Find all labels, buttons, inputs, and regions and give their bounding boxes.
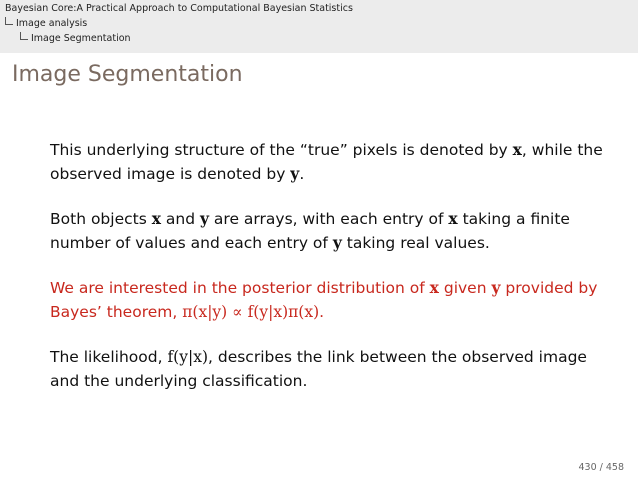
subsection-text: Image Segmentation xyxy=(31,33,131,44)
breadcrumb-subsection[interactable] xyxy=(20,32,131,45)
paragraph-posterior xyxy=(50,276,610,324)
text-fragment: provided by Bayes’ theorem, xyxy=(50,279,598,321)
math-x: x xyxy=(448,209,458,228)
math-x: x xyxy=(151,209,161,228)
text-fragment: . xyxy=(299,165,305,183)
paragraph-structure xyxy=(50,138,610,186)
paragraph-likelihood xyxy=(50,345,610,393)
likelihood-formula: f(y|x) xyxy=(167,348,208,366)
math-x: x xyxy=(512,140,522,159)
bayes-formula: π(x|y) ∝ f(y|x)π(x) xyxy=(182,303,320,321)
math-y: y xyxy=(491,278,501,297)
text-fragment: We are interested in the posterior distribution of xyxy=(50,279,430,297)
text-fragment: and xyxy=(160,210,200,228)
math-x: x xyxy=(429,278,439,297)
slide-body xyxy=(50,138,610,414)
section-text: Image analysis xyxy=(16,18,88,29)
breadcrumb-section[interactable] xyxy=(5,17,87,30)
tree-connector-icon xyxy=(20,32,28,40)
page-number: 430 / 458 xyxy=(578,462,624,473)
text-fragment: given xyxy=(438,279,492,297)
text-fragment: are arrays, with each entry of xyxy=(209,210,449,228)
text-fragment: , while the observed image is denoted by xyxy=(50,141,603,183)
text-fragment: Both objects xyxy=(50,210,152,228)
text-fragment: The likelihood, xyxy=(50,348,168,366)
text-fragment: . xyxy=(319,303,325,321)
math-y: y xyxy=(290,164,300,183)
text-fragment: , describes the link between the observed image and the underlying classification. xyxy=(50,348,587,390)
math-y: y xyxy=(332,233,342,252)
text-fragment: This underlying structure of the “true” pixels is denoted by xyxy=(50,141,513,159)
text-fragment: taking a finite number of values and each entry of xyxy=(50,210,570,252)
math-y: y xyxy=(199,209,209,228)
tree-connector-icon xyxy=(5,17,13,25)
paragraph-arrays xyxy=(50,207,610,255)
slide-title: Image Segmentation xyxy=(12,62,243,87)
breadcrumb-course-title[interactable] xyxy=(5,2,353,15)
text-fragment: taking real values. xyxy=(341,234,490,252)
course-title-text: Bayesian Core:A Practical Approach to Computational Bayesian Statistics xyxy=(5,3,353,14)
breadcrumb xyxy=(0,0,638,53)
